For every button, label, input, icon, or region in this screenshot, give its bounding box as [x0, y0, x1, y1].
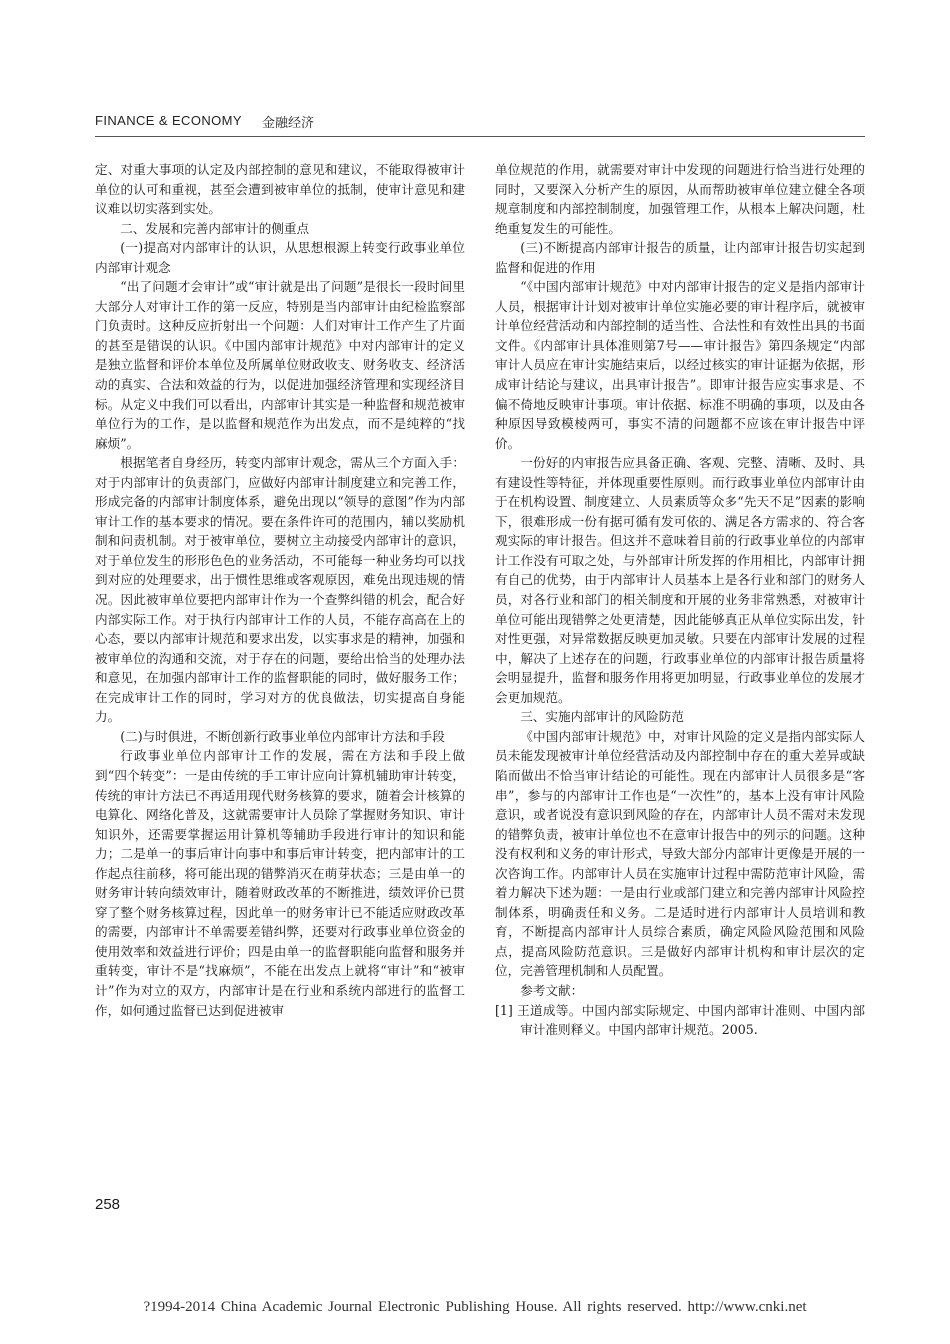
paragraph: 一份好的内审报告应具备正确、客观、完整、清晰、及时、具有建设性等特征，并体现重要性原则。而行政事业单位内部审计由于在机构设置、制度建立、人员素质等众多“先天不足”因素的影响下，很难形成一份有据可循有发可依的、满足各方需求的、符合客观实际的审计报告。但这并不意味着目前的行政事业单位的内部审计工作没有可取之处，与外部审计所发挥的作用相比，内部审计拥有自己的优势，由于内部审计人员基本上是各行业和部门的财务人员，对各行业和部门的相关制度和开展的业务非常熟悉，对被审计单位可能出现错弊之处更清楚，因此能够真正从单位实际出发，针对性更强，对异常数据反映更加灵敏。只要在内部审计发展的过程中，解决了上述存在的问题，行政事业单位的内部审计报告质量将会明显提升，监督和服务作用将更加明显，行政事业单位的发展才会更加规范。 — [495, 455, 865, 705]
paragraph: 单位规范的作用，就需要对审计中发现的问题进行恰当进行处理的同时，又要深入分析产生的原因，从而帮助被审单位建立健全各项规章制度和内部控制制度，加强管理工作，从根本上解决问题，杜绝重复发生的可能性。 — [495, 162, 865, 236]
paragraph: “出了问题才会审计”或“审计就是出了问题”是很长一段时间里大部分人对审计工作的第一反应，特别是当内部审计由纪检监察部门负责时。这种反应折射出一个问题：人们对审计工作产生了片面的甚至是错误的认识。《中国内部审计规范》中对内部审计的定义是独立监督和评价本单位及所属单位财政收支、财务收支、经济活动的真实、合法和效益的行为，以促进加强经济管理和实现经济目标。从定义中我们可以看出，内部审计其实是一种监督和规范被审单位行为的工作，是以监督和规范作为出发点，而不是纯粹的“找麻烦”。 — [95, 279, 465, 451]
journal-name-cn: 金融经济 — [262, 116, 315, 131]
paragraph: 定、对重大事项的认定及内部控制的意见和建议，不能取得被审计单位的认可和重视，甚至会遭到被审单位的抵制，使审计意见和建议难以切实落到实处。 — [95, 162, 465, 217]
header-rule — [95, 136, 865, 137]
section-heading: 二、发展和完善内部审计的侧重点 — [120, 220, 310, 236]
paragraph: “《中国内部审计规范》中对内部审计报告的定义是指内部审计人员，根据审计计划对被审计单位实施必要的审计程序后，就被审计单位经营活动和内部控制的适当性、合法性和有效性出具的书面文件。《内部审计具体准则第7号——审计报告》第四条规定“内部审计人员应在审计实施结束后，以经过核实的审计证据为依据，形成审计结论与建议，出具审计报告”。即审计报告应实事求是、不偏不倚地反映审计事项。审计依据、标准不明确的事项，以及由各种原因导致模棱两可，事实不清的问题都不应该在审计报告中评价。 — [495, 279, 865, 451]
copyright-footer: ?1994-2014 China Academic Journal Electronic Publishing House. All rights reserved. http://www.cnki.net — [143, 1299, 807, 1315]
paragraph: 行政事业单位内部审计工作的发展，需在方法和手段上做到“四个转变”：一是由传统的手工审计应向计算机辅助审计转变，传统的审计方法已不再适用现代财务核算的要求，随着会计核算的电算化、网络化普及，这就需要审计人员除了掌握财务知识、审计知识外，还需要掌握运用计算机等辅助手段进行审计的知识和能力；二是单一的事后审计向事中和事后审计转变，把内部审计的工作起点往前移，将可能出现的错弊消灭在萌芽状态；三是由单一的财务审计转向绩效审计，随着财政改革的不断推进，绩效评价已贯穿了整个财务核算过程，因此单一的财务审计已不能适应财政改革的需要，内部审计不单需要差错纠弊，还要对行政事业单位资金的使用效率和效益进行评价；四是由单一的监督职能向监督和服务并重转变，审计不是“找麻烦”，不能在出发点上就将“审计”和“被审计”作为对立的双方，内部审计是在行业和系统内部进行的监督工作，如何通过监督已达到促进被审 — [95, 748, 465, 1018]
left-column — [95, 160, 465, 1020]
subsection-heading: (二)与时俱进，不断创新行政事业单位内部审计方法和手段 — [120, 728, 445, 744]
reference-item: [1] 王道成等。中国内部实际规定、中国内部审计准则、中国内部审计准则释义。中国内部审计规范。2005. — [495, 1002, 865, 1038]
references-heading: 参考文献： — [520, 982, 584, 998]
subsection-heading: (一)提高对内部审计的认识，从思想根源上转变行政事业单位内部审计观念 — [95, 240, 465, 275]
right-column — [495, 160, 865, 1040]
subsection-heading: (三)不断提高内部审计报告的质量，让内部审计报告切实起到监督和促进的作用 — [495, 240, 865, 275]
paragraph: 根据笔者自身经历，转变内部审计观念，需从三个方面入手：对于内部审计的负责部门，应做好内部审计制度建立和完善工作，形成完备的内部审计制度体系，避免出现以“领导的意图”作为内部审计工作的基本要求的情况。要在条件许可的范围内，辅以奖励机制和问责机制。对于被审单位，要树立主动接受内部审计的意识，对于单位发生的形形色色的业务活动，不可能每一种业务均可以找到对应的处理要求，出于惯性思维或客观原因，难免出现违规的情况。因此被审单位要把内部审计作为一个查弊纠错的机会，配合好内部实际工作。对于执行内部审计工作的人员，不能存高高在上的心态，要以内部审计规范和要求出发，以实事求是的精神，加强和被审单位的沟通和交流，对于存在的问题，要给出恰当的处理办法和意见，在加强内部审计工作的监督职能的同时，做好服务工作；在完成审计工作的同时，学习对方的优良做法，切实提高自身能力。 — [95, 455, 465, 725]
journal-name-en: FINANCE & ECONOMY — [95, 113, 242, 128]
paragraph: 《中国内部审计规范》中，对审计风险的定义是指内部实际人员未能发现被审计单位经营活动及内部控制中存在的重大差异或缺陷而做出不恰当审计结论的可能性。现在内部审计人员很多是“客串”，参与的内部审计工作也是“一次性”的，基本上没有审计风险意识，或者说没有意识到风险的存在，内部审计人员不需对未发现的错弊负责，被审计单位也不在意审计报告中的列示的问题。这种没有权利和义务的审计形式，导致大部分内部审计更像是开展的一次咨询工作。内部审计人员在实施审计过程中需防范审计风险，需着力解决下述为题：一是由行业或部门建立和完善内部审计风险控制体系，明确责任和义务。二是适时进行内部审计人员培训和教育，不断提高内部审计人员综合素质，确定风险风险范围和风险点，提高风险防范意识。三是做好内部审计机构和审计层次的定位，完善管理机制和人员配置。 — [495, 728, 865, 979]
page-number: 258 — [95, 1196, 121, 1213]
section-heading: 三、实施内部审计的风险防范 — [520, 709, 684, 725]
